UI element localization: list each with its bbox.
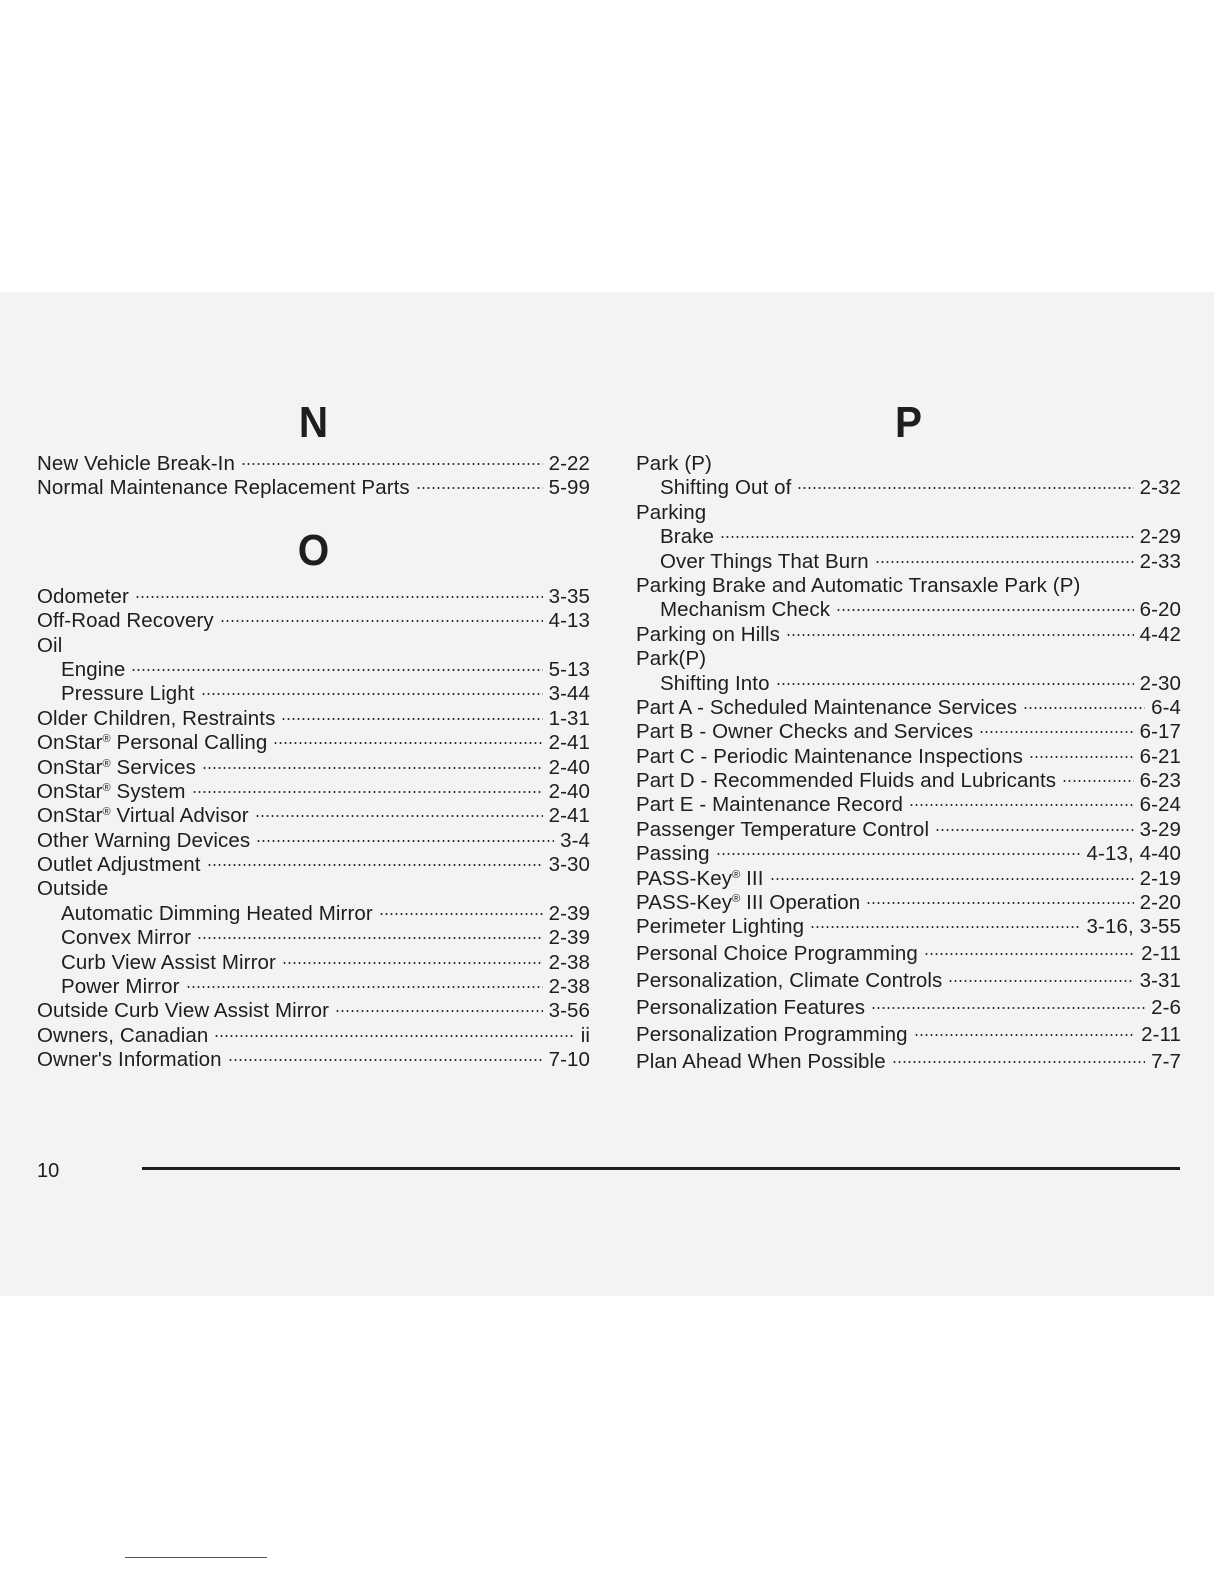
index-entry bbox=[636, 550, 1181, 574]
dot-leader bbox=[135, 596, 543, 598]
registered-mark: ® bbox=[732, 868, 741, 881]
index-entry-page: 5-13 bbox=[548, 657, 590, 681]
dot-leader bbox=[1023, 707, 1145, 709]
dot-leader bbox=[797, 487, 1133, 489]
index-entry-label: PASS-Key® III bbox=[636, 866, 764, 890]
index-entry bbox=[636, 867, 1181, 891]
index-entry-page: 2-6 bbox=[1151, 995, 1181, 1019]
index-entry bbox=[636, 525, 1181, 549]
index-entry-label: Normal Maintenance Replacement Parts bbox=[37, 476, 410, 500]
index-entry-page: 2-19 bbox=[1139, 866, 1181, 890]
index-entry-page: 7-10 bbox=[548, 1048, 590, 1072]
index-entry-page: 3-56 bbox=[548, 999, 590, 1023]
dot-leader bbox=[979, 731, 1133, 733]
index-entry-label: Engine bbox=[61, 657, 126, 681]
index-entry-label: Curb View Assist Mirror bbox=[61, 950, 276, 974]
index-entry bbox=[636, 647, 1181, 671]
index-entry-page: 2-30 bbox=[1139, 671, 1181, 695]
index-entry-page: 2-39 bbox=[548, 901, 590, 925]
index-entry bbox=[37, 780, 590, 804]
index-entry-page: 3-4 bbox=[560, 828, 590, 852]
registered-mark: ® bbox=[732, 893, 741, 906]
dot-leader bbox=[836, 609, 1133, 611]
dot-leader bbox=[201, 693, 543, 695]
dot-leader bbox=[379, 913, 543, 915]
index-entry-page: 2-40 bbox=[548, 779, 590, 803]
index-entry-page: 2-40 bbox=[548, 755, 590, 779]
index-entry-label: OnStar® System bbox=[37, 779, 186, 803]
index-entry-page: 3-29 bbox=[1139, 817, 1181, 841]
index-entry bbox=[636, 940, 1181, 967]
index-entry-label: OnStar® Services bbox=[37, 755, 196, 779]
registered-mark: ® bbox=[102, 781, 111, 794]
index-entry-label: OnStar® Virtual Advisor bbox=[37, 804, 249, 828]
dot-leader bbox=[1029, 756, 1134, 758]
dot-leader bbox=[192, 791, 543, 793]
index-column-left bbox=[37, 394, 590, 1073]
index-entry-label: Odometer bbox=[37, 584, 129, 608]
index-entry-label: Other Warning Devices bbox=[37, 828, 251, 852]
dot-leader bbox=[202, 767, 543, 769]
dot-leader bbox=[273, 742, 542, 744]
index-entry bbox=[636, 720, 1181, 744]
link-underline-artifact bbox=[125, 1557, 267, 1558]
index-entry bbox=[636, 967, 1181, 994]
section-o-entries bbox=[37, 585, 590, 1073]
index-entry-page: 3-16, 3-55 bbox=[1086, 915, 1181, 939]
index-entry-page: 2-33 bbox=[1139, 549, 1181, 573]
index-entry-label: Mechanism Check bbox=[660, 598, 831, 622]
index-entry-label: Automatic Dimming Heated Mirror bbox=[61, 901, 373, 925]
index-entry bbox=[636, 672, 1181, 696]
index-entry-label: Part B - Owner Checks and Services bbox=[636, 720, 974, 744]
index-entry-page: 2-38 bbox=[548, 950, 590, 974]
index-entry-page: 3-35 bbox=[548, 584, 590, 608]
index-entry-page: 2-38 bbox=[548, 975, 590, 999]
footer-rule bbox=[142, 1167, 1180, 1170]
index-entry-label: Parking bbox=[636, 500, 707, 524]
index-entry-label: Part D - Recommended Fluids and Lubricants bbox=[636, 769, 1057, 793]
index-entry bbox=[636, 696, 1181, 720]
index-entry-label: Personalization Programming bbox=[636, 1022, 908, 1046]
index-entry-label: Parking Brake and Automatic Transaxle Park (P) bbox=[636, 573, 1081, 597]
index-entry bbox=[636, 1021, 1181, 1048]
dot-leader bbox=[416, 487, 543, 489]
index-entry-page: 6-24 bbox=[1139, 793, 1181, 817]
index-entry-label: Plan Ahead When Possible bbox=[636, 1049, 886, 1073]
index-entry bbox=[636, 769, 1181, 793]
index-entry bbox=[636, 452, 1181, 476]
dot-leader bbox=[228, 1059, 543, 1061]
index-entry bbox=[636, 793, 1181, 817]
index-entry-label: Personal Choice Programming bbox=[636, 941, 918, 965]
index-entry-label: Part A - Scheduled Maintenance Services bbox=[636, 695, 1018, 719]
index-entry bbox=[636, 842, 1181, 866]
index-entry bbox=[37, 829, 590, 853]
index-entry bbox=[636, 501, 1181, 525]
index-entry-label: Part E - Maintenance Record bbox=[636, 793, 904, 817]
dot-leader bbox=[935, 829, 1133, 831]
index-entry-page: 6-21 bbox=[1139, 744, 1181, 768]
dot-leader bbox=[214, 1035, 574, 1037]
dot-leader bbox=[716, 853, 1081, 855]
index-entry-label: Outlet Adjustment bbox=[37, 853, 201, 877]
dot-leader bbox=[786, 634, 1134, 636]
index-entry bbox=[636, 818, 1181, 842]
index-entry-label: Perimeter Lighting bbox=[636, 915, 805, 939]
index-entry-label: Outside bbox=[37, 877, 109, 901]
index-column-right bbox=[636, 394, 1181, 1075]
index-entry bbox=[37, 756, 590, 780]
index-entry-label: Part C - Periodic Maintenance Inspections bbox=[636, 744, 1023, 768]
index-entry-label: Passing bbox=[636, 842, 710, 866]
index-entry-label: PASS-Key® III Operation bbox=[636, 891, 861, 915]
index-entry-page: 2-32 bbox=[1139, 476, 1181, 500]
dot-leader bbox=[810, 926, 1080, 928]
dot-leader bbox=[186, 986, 543, 988]
index-entry bbox=[636, 915, 1181, 939]
index-entry-label: Parking on Hills bbox=[636, 622, 781, 646]
index-entry bbox=[636, 1048, 1181, 1075]
dot-leader bbox=[256, 840, 554, 842]
index-entry bbox=[636, 598, 1181, 622]
dot-leader bbox=[282, 962, 543, 964]
index-entry bbox=[37, 902, 590, 926]
index-entry-page: 4-13 bbox=[548, 609, 590, 633]
dot-leader bbox=[914, 1034, 1135, 1036]
index-entry-label: Pressure Light bbox=[61, 682, 195, 706]
index-entry-label: Shifting Into bbox=[660, 671, 770, 695]
index-entry bbox=[636, 745, 1181, 769]
index-entry-page: 2-20 bbox=[1139, 891, 1181, 915]
dot-leader bbox=[241, 463, 543, 465]
index-entry bbox=[37, 1048, 590, 1072]
index-entry-label: Personalization Features bbox=[636, 995, 866, 1019]
index-entry-page: 3-31 bbox=[1139, 968, 1181, 992]
index-entry-page: 2-11 bbox=[1141, 941, 1181, 965]
index-entry-label: Off-Road Recovery bbox=[37, 609, 214, 633]
index-entry bbox=[636, 623, 1181, 647]
dot-leader bbox=[335, 1010, 542, 1012]
index-entry bbox=[37, 853, 590, 877]
index-entry-page: 2-41 bbox=[548, 731, 590, 755]
index-entry-label: Personalization, Climate Controls bbox=[636, 968, 943, 992]
dot-leader bbox=[875, 561, 1134, 563]
section-letter-p: P bbox=[894, 398, 922, 447]
index-entry bbox=[37, 999, 590, 1023]
index-entry-page: 5-99 bbox=[548, 476, 590, 500]
index-entry-page: 4-13, 4-40 bbox=[1086, 842, 1181, 866]
dot-leader bbox=[1062, 780, 1133, 782]
index-entry-page: 2-41 bbox=[548, 804, 590, 828]
index-entry-page: ii bbox=[580, 1023, 590, 1047]
dot-leader bbox=[255, 815, 543, 817]
dot-leader bbox=[131, 669, 542, 671]
index-entry-page: 3-44 bbox=[548, 682, 590, 706]
index-entry bbox=[37, 682, 590, 706]
index-entry-page: 6-17 bbox=[1139, 720, 1181, 744]
dot-leader bbox=[281, 718, 542, 720]
index-entry-page: 3-30 bbox=[548, 853, 590, 877]
index-entry-label: Power Mirror bbox=[61, 975, 180, 999]
index-entry bbox=[37, 658, 590, 682]
dot-leader bbox=[207, 864, 543, 866]
dot-leader bbox=[197, 937, 543, 939]
index-entry-page: 2-11 bbox=[1141, 1022, 1181, 1046]
index-entry-label: Over Things That Burn bbox=[660, 549, 869, 573]
section-n-entries bbox=[37, 452, 590, 501]
dot-leader bbox=[220, 620, 543, 622]
dot-leader bbox=[871, 1007, 1145, 1009]
dot-leader bbox=[924, 953, 1135, 955]
index-entry bbox=[37, 731, 590, 755]
dot-leader bbox=[770, 878, 1134, 880]
index-entry bbox=[636, 574, 1181, 598]
index-entry bbox=[37, 951, 590, 975]
registered-mark: ® bbox=[102, 757, 111, 770]
index-entry-page: 2-39 bbox=[548, 926, 590, 950]
index-entry-label: Oil bbox=[37, 633, 63, 657]
index-entry bbox=[37, 452, 590, 476]
dot-leader bbox=[909, 804, 1134, 806]
section-letter-n: N bbox=[298, 398, 329, 447]
index-entry-label: Passenger Temperature Control bbox=[636, 817, 930, 841]
index-entry-page: 6-4 bbox=[1151, 695, 1181, 719]
index-entry bbox=[37, 804, 590, 828]
index-entry-label: Owners, Canadian bbox=[37, 1023, 209, 1047]
index-entry bbox=[636, 891, 1181, 915]
index-entry-label: Brake bbox=[660, 525, 715, 549]
index-entry bbox=[37, 634, 590, 658]
index-entry bbox=[37, 707, 590, 731]
index-entry-label: Older Children, Restraints bbox=[37, 706, 276, 730]
section-p-entries bbox=[636, 452, 1181, 1075]
index-entry-label: Owner's Information bbox=[37, 1048, 222, 1072]
dot-leader bbox=[892, 1061, 1145, 1063]
section-letter-o: O bbox=[297, 525, 330, 575]
dot-leader bbox=[720, 536, 1134, 538]
registered-mark: ® bbox=[102, 733, 111, 746]
index-entry bbox=[37, 926, 590, 950]
index-entry-page: 2-22 bbox=[548, 452, 590, 475]
index-entry-page: 6-20 bbox=[1139, 598, 1181, 622]
index-entry-label: Shifting Out of bbox=[660, 476, 792, 500]
index-entry-page: 2-29 bbox=[1139, 525, 1181, 549]
index-entry bbox=[37, 585, 590, 609]
index-entry-label: Park (P) bbox=[636, 452, 712, 475]
index-entry-page: 6-23 bbox=[1139, 769, 1181, 793]
index-entry bbox=[37, 1024, 590, 1048]
index-entry bbox=[37, 476, 590, 500]
page-number: 10 bbox=[37, 1160, 60, 1182]
dot-leader bbox=[866, 902, 1133, 904]
index-entry-label: OnStar® Personal Calling bbox=[37, 731, 268, 755]
index-entry-label: Convex Mirror bbox=[61, 926, 192, 950]
index-entry bbox=[37, 877, 590, 901]
index-entry bbox=[636, 476, 1181, 500]
index-entry bbox=[37, 975, 590, 999]
dot-leader bbox=[776, 683, 1134, 685]
index-entry-label: New Vehicle Break-In bbox=[37, 452, 235, 475]
index-entry-page: 7-7 bbox=[1151, 1049, 1181, 1073]
index-entry-page: 4-42 bbox=[1139, 622, 1181, 646]
index-entry-page: 1-31 bbox=[548, 706, 590, 730]
index-entry-label: Park(P) bbox=[636, 647, 707, 671]
index-entry bbox=[37, 609, 590, 633]
index-entry-label: Outside Curb View Assist Mirror bbox=[37, 999, 330, 1023]
dot-leader bbox=[948, 980, 1133, 982]
registered-mark: ® bbox=[102, 806, 111, 819]
index-entry bbox=[636, 994, 1181, 1021]
